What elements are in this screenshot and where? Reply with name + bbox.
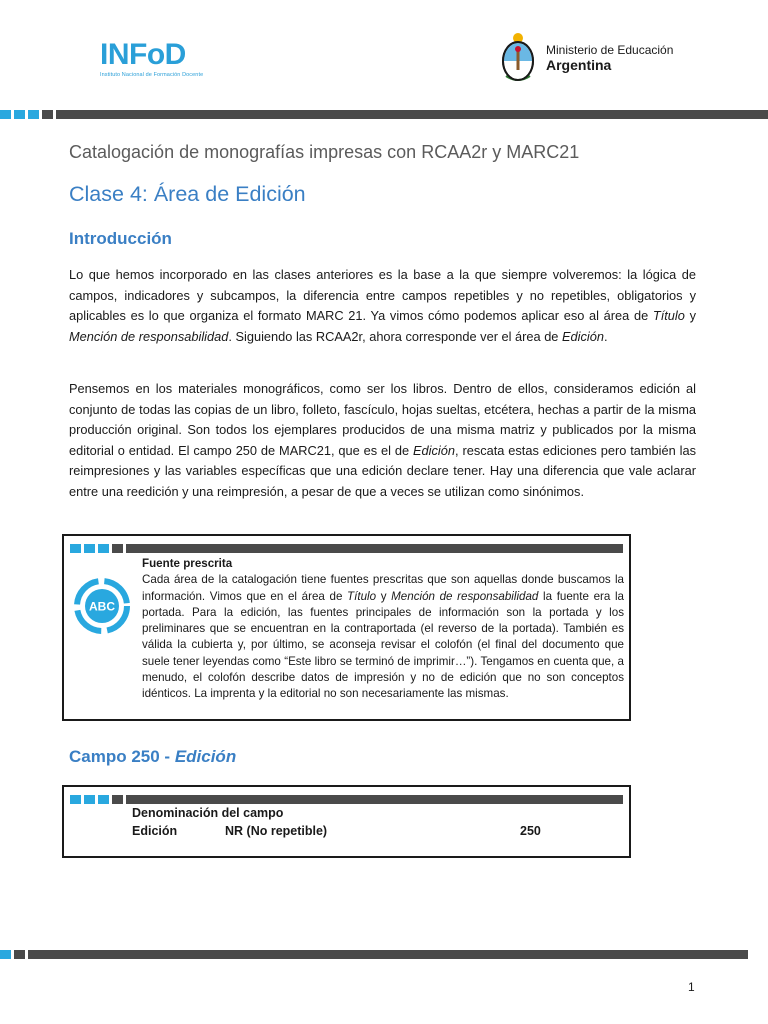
footer-divider <box>0 950 748 959</box>
field-repeatability: NR (No repetible) <box>225 824 328 838</box>
field-name: Edición <box>132 824 178 838</box>
ministry-country: Argentina <box>546 57 612 73</box>
infod-logo-mark: INFoD <box>100 38 186 71</box>
svg-text:ABC: ABC <box>89 599 115 614</box>
note-box-text: Cada área de la catalogación tiene fuentes prescritas que son aquellas donde buscamos la información. Vimos que en el área de Título y Mención de responsabilidad la fuente era la portada. Para la edición, las fuentes principales de información son la portada y los preliminares que se encuentran en la contraportada (el reverso de la portada). También es válida la cubierta y, por último, se aconseja revisar el colofón (el final del documento que suele tener leyendas como “Este libro se terminó de imprimir…”). Tengamos en cuenta que, a menudo, el colofón describe datos de impresión y no de edición que no son conceptos idénticos. La imprenta y la editorial no son necesariamente las mismas. <box>142 573 624 701</box>
page-number: 1 <box>688 980 695 994</box>
paragraph-2: Pensemos en los materiales monográficos, como ser los libros. Dentro de ellos, consideramos edición al conjunto de todas las copias de un libro, folleto, fascículo, hojas sueltas, etcétera, hechas a partir de la misma producción original. Son todos los ejemplares producidos de una misma matriz y publicados por la misma editorial o entidad. El campo 250 de MARC21, que es el de Edición, rescata estas ediciones pero también las reimpresiones y las variables específicas que una edición declare tener. Hay una diferencia que vale aclarar entre una reedición y una reimpresión, a pesar de que a veces se utilizan como sinónimos. <box>69 381 696 499</box>
section-heading-introduccion: Introducción <box>69 229 172 248</box>
field-box-divider <box>70 795 623 804</box>
course-title: Catalogación de monografías impresas con RCAA2r y MARC21 <box>69 142 580 162</box>
paragraph-1: Lo que hemos incorporado en las clases anteriores es la base a la que siempre volveremos: la lógica de campos, indicadores y subcampos, la diferencia entre campos repetibles y no repetibles, obligatorios y aplicables es lo que organiza el formato MARC 21. Ya vimos cómo podemos aplicar eso al área de Título y Mención de responsabilidad. Siguiendo las RCAA2r, ahora corresponde ver el área de Edición. <box>69 267 696 344</box>
class-title: Clase 4: Área de Edición <box>69 182 306 206</box>
note-box-fuente-prescrita <box>62 534 631 721</box>
infod-logo <box>100 40 203 78</box>
abc-icon <box>72 576 132 636</box>
field-definition-box <box>62 785 631 858</box>
infod-logo-subtitle: Instituto Nacional de Formación Docente <box>100 72 204 78</box>
escudo-nacional-icon <box>500 32 536 84</box>
header-divider <box>0 110 768 119</box>
field-code: 250 <box>520 824 541 838</box>
field-label: Denominación del campo <box>132 806 284 820</box>
note-box-divider <box>70 544 623 553</box>
section-heading-campo-250: Campo 250 - Edición <box>69 747 237 766</box>
ministry-logo <box>500 32 673 84</box>
note-box-title: Fuente prescrita <box>142 557 233 570</box>
note-box-content <box>142 556 624 703</box>
ministry-name: Ministerio de Educación <box>546 43 674 57</box>
